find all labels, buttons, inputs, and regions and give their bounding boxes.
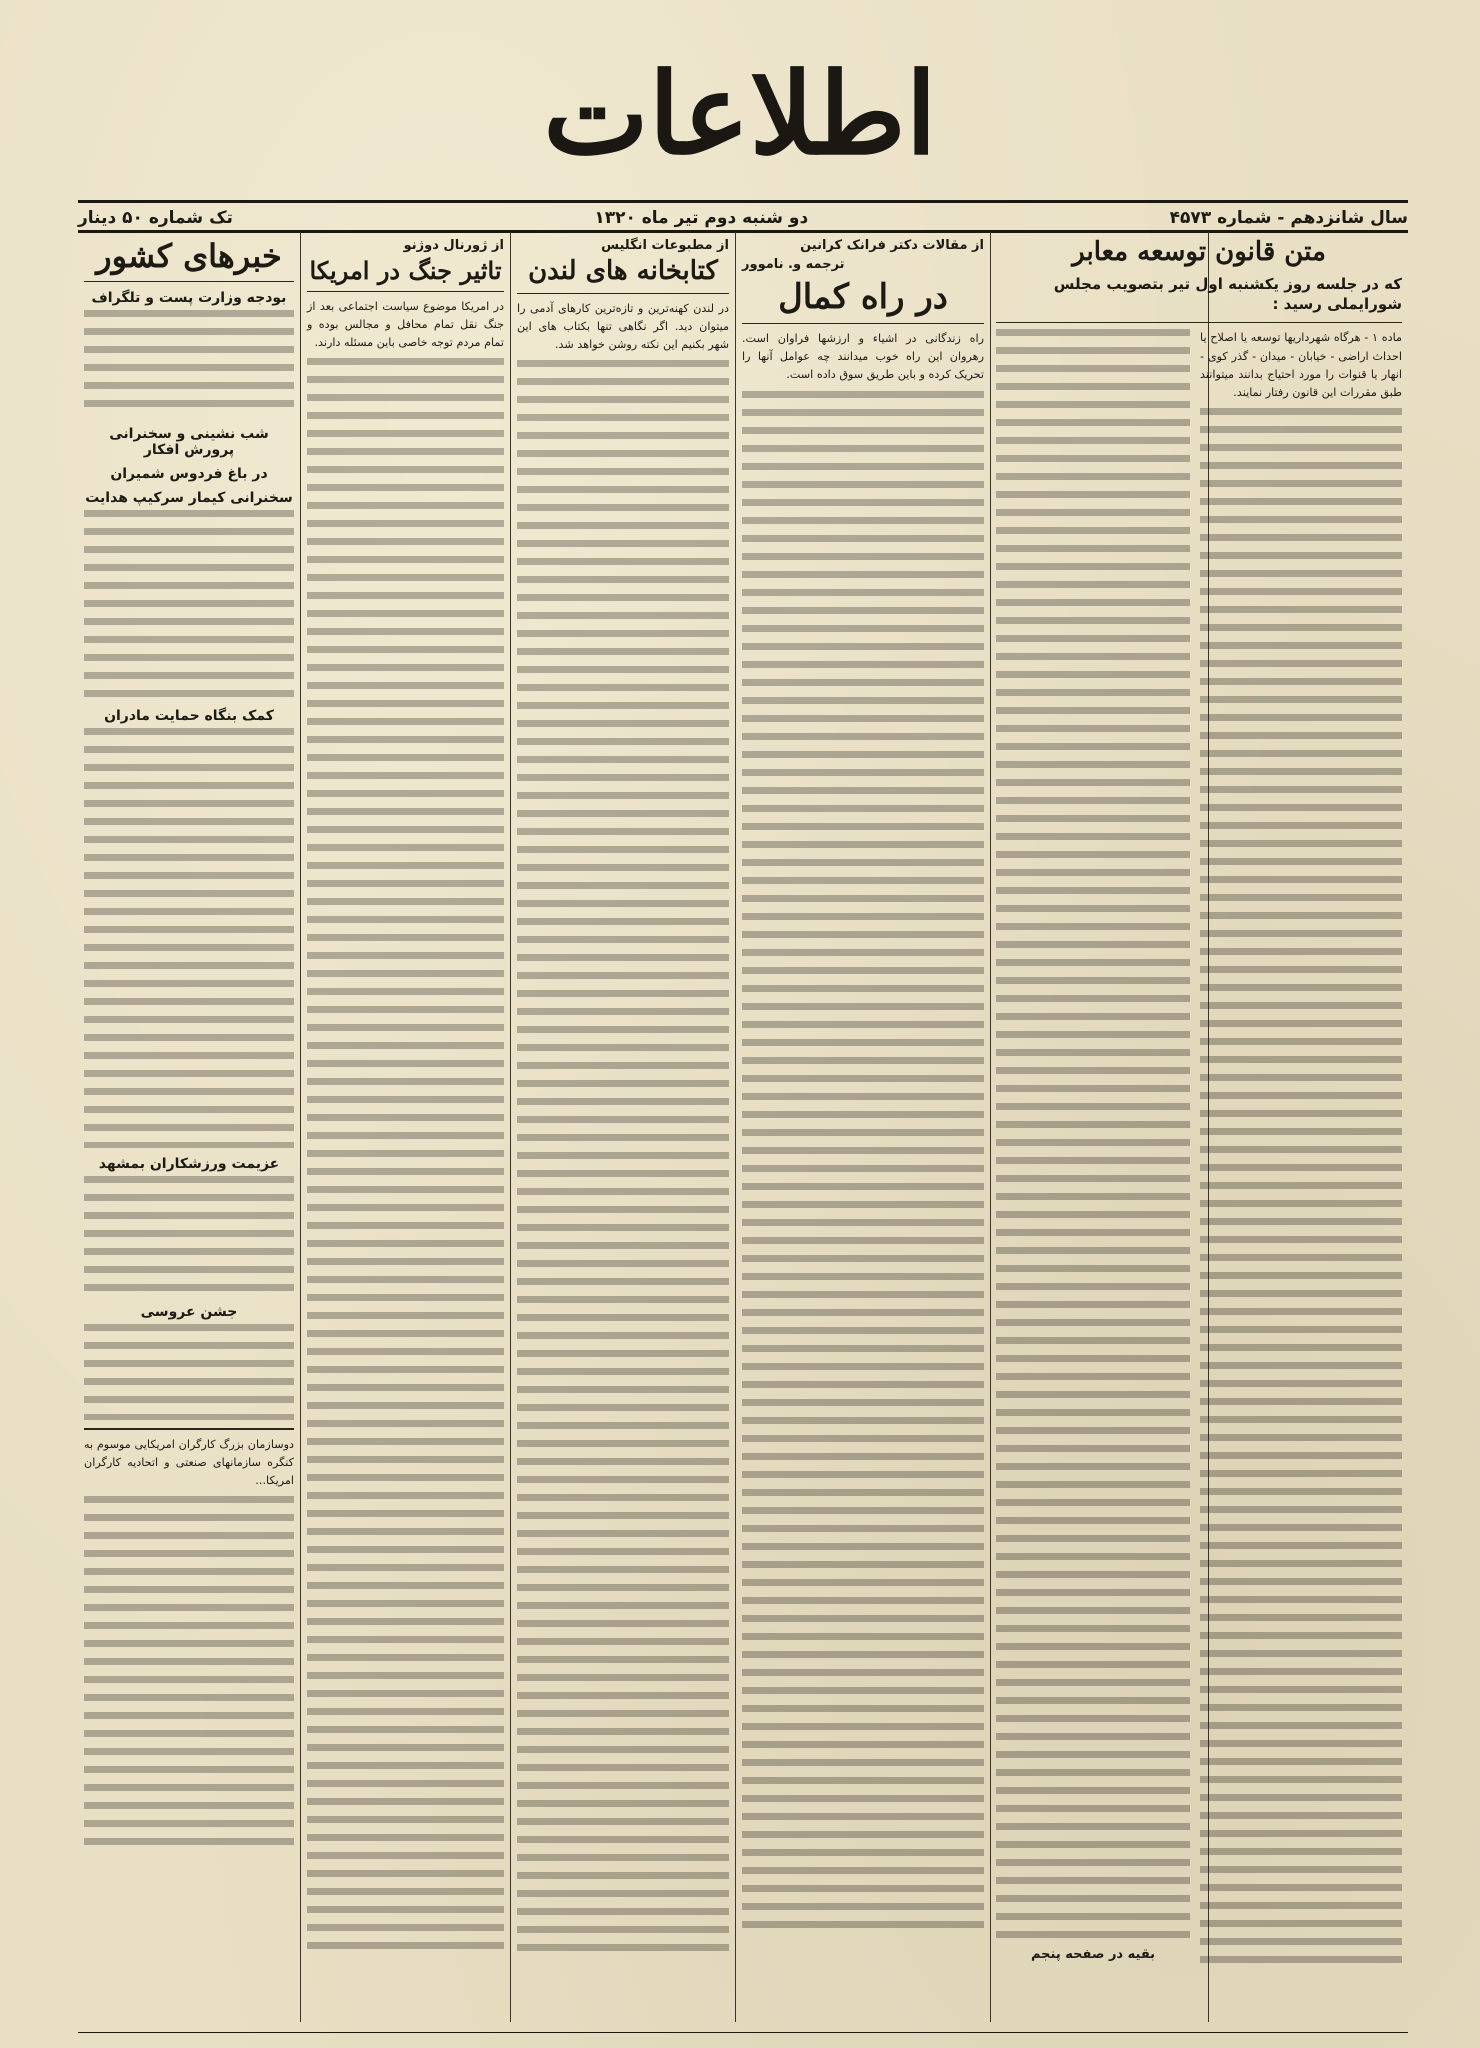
section-headline: خبرهای کشور — [96, 237, 282, 275]
issue-number: سال شانزدهم - شماره ۴۵۷۳ — [1169, 208, 1408, 228]
issue-info-bar — [78, 206, 1408, 230]
divider — [517, 293, 729, 294]
news-item-body — [84, 1496, 294, 1846]
article-body-text — [517, 360, 729, 1960]
divider — [84, 1428, 294, 1430]
divider — [742, 323, 984, 324]
article-body-text — [1200, 408, 1402, 1968]
news-item-lead: دوسازمان بزرگ کارگران امریکایی موسوم به کنگره سازمانهای صنعتی و اتحادیه کارگران امریکا... — [84, 1437, 294, 1488]
article-deck: که در جلسه روز یکشنبه اول تیر بتصویب مجلس شورایملی رسید : — [1053, 274, 1402, 314]
article-body-text — [742, 391, 984, 1931]
news-item-title: در باغ فردوس شمیران — [110, 465, 268, 482]
law-body-col — [1200, 329, 1402, 1976]
article-lead: در امریکا موضوع سیاست اجتماعی بعد از جنگ نقل تمام محافل و مجالس بوده و تمام مردم توجه خاصی باین مسئله دارند. — [307, 299, 504, 349]
article-street-law — [990, 232, 1408, 2032]
article-london-libraries — [511, 232, 735, 2032]
article-war-america — [301, 232, 510, 2032]
column-country-news — [78, 232, 300, 2032]
masthead-rule-top — [78, 200, 1408, 203]
article-lead: ماده ۱ - هرگاه شهرداریها توسعه یا اصلاح یا احداث اراضی - خیابان - میدان - گذر کوی - انهار یا قنوات را مورد احتیاج بدانند میتوانند طبق مقررات این قانون رفتار نمایند. — [1200, 331, 1402, 399]
article-headline: در راه کمال — [778, 277, 948, 317]
continuation-note: بقیه در صفحه پنجم — [1030, 1947, 1156, 1963]
divider — [307, 291, 504, 292]
news-item-body — [84, 1324, 294, 1420]
news-item-title: جشن عروسی — [140, 1303, 238, 1320]
news-item-body — [84, 1176, 294, 1296]
article-kicker: از مقالات دکتر فرانک کرانین — [800, 238, 984, 253]
news-item-title: بودجه وزارت پست و تلگراف — [91, 289, 287, 306]
article-headline: کتابخانه های لندن — [528, 256, 718, 286]
news-item-title: کمک بنگاه حمایت مادران — [104, 707, 274, 724]
article-kicker: از ژورنال دوژنو — [403, 238, 504, 253]
article-byline: ترجمه و. ناموور — [742, 257, 845, 272]
article-path-perfection — [736, 232, 990, 2032]
article-body-text — [307, 358, 504, 1958]
law-body-col — [996, 329, 1190, 1976]
masthead — [0, 40, 1480, 190]
issue-date: دو شنبه دوم تیر ماه ۱۳۲۰ — [594, 208, 809, 228]
masthead-title: اطلاعات — [543, 49, 937, 180]
page-bottom-rule — [78, 2032, 1408, 2033]
article-headline: تاثیر جنگ در امریکا — [309, 256, 502, 285]
article-headline: متن قانون توسعه معابر — [1072, 237, 1326, 267]
news-item-body — [84, 510, 294, 700]
news-item-title: شب نشینی و سخنرانی پرورش افکار — [109, 425, 269, 458]
issue-price: تک شماره ۵۰ دینار — [78, 208, 233, 228]
divider — [84, 281, 294, 282]
article-kicker: از مطبوعات انگلیس — [601, 238, 729, 253]
article-lead: راه زندگانی در اشیاء و ارزشها فراوان است. رهروان این راه خوب میدانند چه عوامل آنها را تحریک کرده و باین طریق سوق داده است. — [742, 332, 984, 382]
news-item-body — [84, 310, 294, 418]
news-item-title: سخنرانی کیمار سرکیپ هدایت — [85, 489, 293, 506]
article-lead: در لندن کهنه‌ترین و تازه‌ترین کارهای آدمی را میتوان دید. اگر نگاهی تنها بکتاب های این شهر بکنیم این نکته روشن خواهد شد. — [517, 301, 729, 352]
article-body-text — [996, 329, 1190, 1939]
law-body-columns — [996, 329, 1402, 1976]
news-item-body — [84, 728, 294, 1148]
divider — [996, 322, 1402, 323]
news-item-title: عزیمت ورزشکاران بمشهد — [98, 1155, 280, 1172]
